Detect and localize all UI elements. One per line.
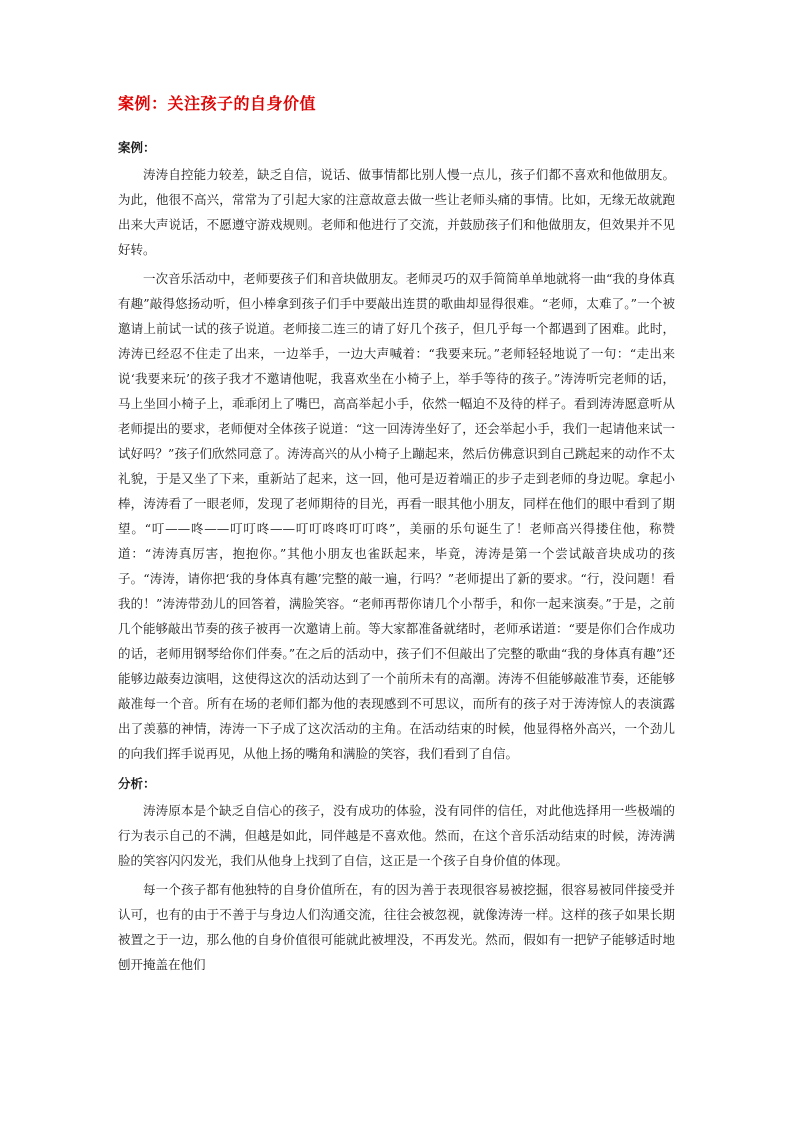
case-paragraph-2: 一次音乐活动中，老师要孩子们和音块做朋友。老师灵巧的双手简简单单地就将一曲“我的身体真有趣”敲得悠扬动听，但小棒拿到孩子们手中要敲出连贯的歌曲却显得很难。“老师，太难了。”一个被邀请上前试一试的孩子说道。老师接二连三的请了好几个孩子，但几乎每一个都遇到了困难。此时，涛涛已经忍不住走了出来，一边举手，一边大声喊着：“我要来玩。”老师轻轻地说了一句：“走出来说‘我要来玩’的孩子我才不邀请他呢，我喜欢坐在小椅子上，举手等待的孩子。”涛涛听完老师的话，马上坐回小椅子上，乖乖闭上了嘴巴，高高举起小手，依然一幅迫不及待的样子。看到涛涛愿意听从老师提出的要求，老师便对全体孩子说道：“这一回涛涛坐好了，还会举起小手，我们一起请他来试一试好吗？”孩子们欣然同意了。涛涛高兴的从小椅子上蹦起来，然后仿佛意识到自己跳起来的动作不太礼貌，于是又坐了下来，重新站了起来，这一回，他可是迈着端正的步子走到老师的身边呢。拿起小棒，涛涛看了一眼老师，发现了老师期待的目光，再看一眼其他小朋友，同样在他们的眼中看到了期望。“叮——咚——叮叮咚——叮叮咚咚叮叮咚”，美丽的乐句诞生了！老师高兴得搂住他，称赞道：“涛涛真厉害，抱抱你。”其他小朋友也雀跃起来，毕竟，涛涛是第一个尝试敲音块成功的孩子。“涛涛，请你把‘我的身体真有趣’完整的敲一遍，行吗？”老师提出了新的要求。“行，没问题！看我的！”涛涛带劲儿的回答着，满脸笑容。“老师再帮你请几个小帮手，和你一起来演奏。”于是，之前几个能够敲出节奏的孩子被再一次邀请上前。等大家都准备就绪时，老师承诺道：“要是你们合作成功的话，老师用钢琴给你们伴奏。”在之后的活动中，孩子们不但敲出了完整的歌曲“我的身体真有趣”还能够边敲奏边演唱，这使得这次的活动达到了一个前所未有的高潮。涛涛不但能够敲准节奏，还能够敲准每一个音。所有在场的老师们都为他的表现感到不可思议，而所有的孩子对于涛涛惊人的表演露出了羡慕的神情，涛涛一下子成了这次活动的主角。在活动结束的时候，他显得格外高兴，一个劲儿的向我们挥手说再见，从他上扬的嘴角和满脸的笑容，我们看到了自信。 bbox=[118, 271, 675, 761]
analysis-paragraph-2: 每一个孩子都有他独特的自身价值所在，有的因为善于表现很容易被挖掘，很容易被同伴接受并认可，也有的由于不善于与身边人们沟通交流，往往会被忽视，就像涛涛一样。这样的孩子如果长期被置之于一边，那么他的自身价值很可能就此被埋没，不再发光。然而，假如有一把铲子能够适时地刨开掩盖在他们 bbox=[118, 882, 675, 972]
case-heading: 案例： bbox=[118, 140, 156, 155]
analysis-paragraph-1: 涛涛原本是个缺乏自信心的孩子，没有成功的体验，没有同伴的信任，对此他选择用一些极端的行为表示自己的不满，但越是如此，同伴越是不喜欢他。然而，在这个音乐活动结束的时候，涛涛满脸的笑容闪闪发光，我们从他身上找到了自信，这正是一个孩子自身价值的体现。 bbox=[118, 803, 675, 868]
analysis-section bbox=[118, 774, 675, 977]
document-title: 案例：关注孩子的自身价值 bbox=[118, 94, 317, 113]
case-paragraph-1: 涛涛自控能力较差，缺乏自信，说话、做事情都比别人慢一点儿，孩子们都不喜欢和他做朋友。为此，他很不高兴，常常为了引起大家的注意故意去做一些让老师头痛的事情。比如，无缘无故就跑出来大声说话，不愿遵守游戏规则。老师和他进行了交流，并鼓励孩子们和他做朋友，但效果并不见好转。 bbox=[118, 167, 675, 257]
analysis-heading: 分析： bbox=[118, 776, 156, 791]
document-page bbox=[118, 92, 675, 977]
